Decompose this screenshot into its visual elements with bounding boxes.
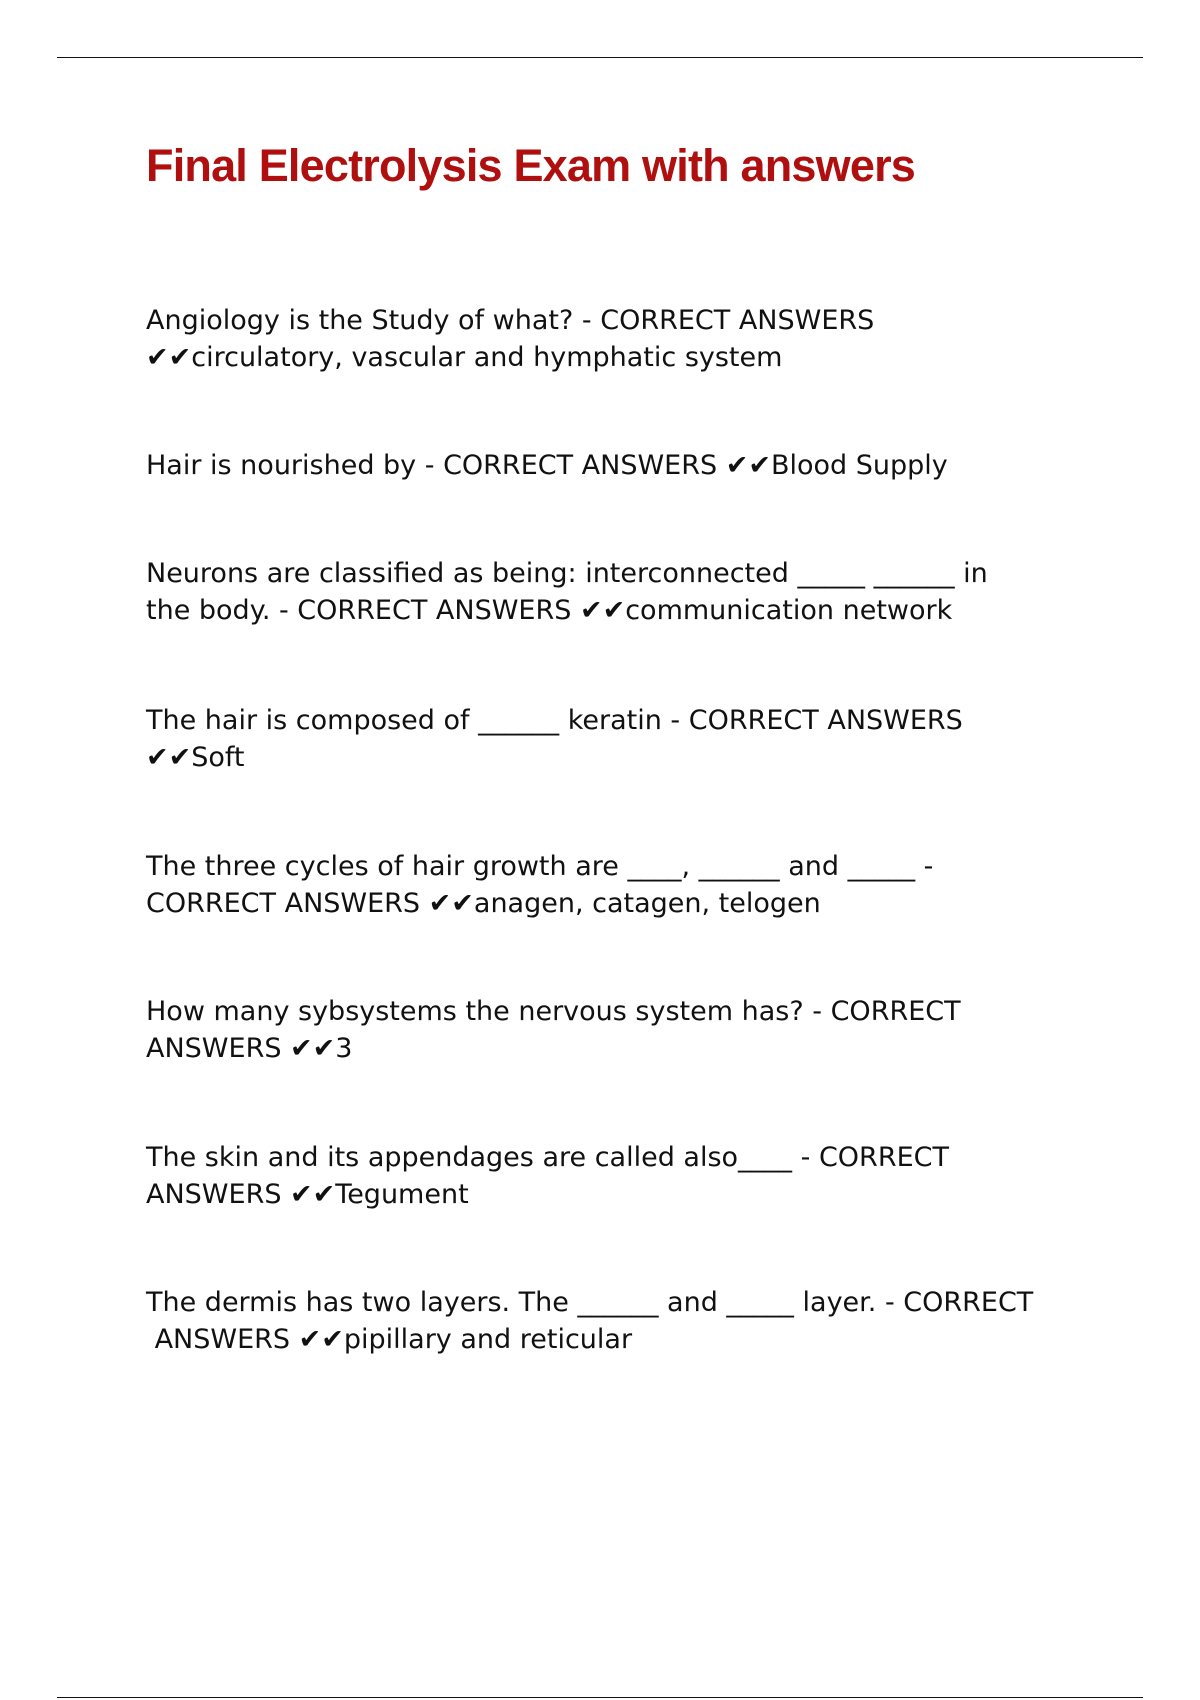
question-line: The dermis has two layers. The ______ and _____ layer. - CORRECT [146, 1287, 1034, 1318]
question-item [146, 302, 1106, 376]
question-line: Angiology is the Study of what? - CORRECT ANSWERS [146, 305, 875, 336]
question-item [146, 447, 1106, 484]
question-line: The hair is composed of ______ keratin - CORRECT ANSWERS [146, 705, 963, 736]
question-line: ✔✔Soft [146, 742, 245, 773]
bottom-rule [57, 1697, 1143, 1698]
top-rule [57, 57, 1143, 58]
question-item [146, 848, 1106, 922]
question-line: ANSWERS ✔✔Tegument [146, 1179, 469, 1210]
question-item [146, 1284, 1106, 1358]
question-line: the body. - CORRECT ANSWERS ✔✔communication network [146, 595, 953, 626]
question-line: Neurons are classified as being: interconnected _____ ______ in [146, 558, 988, 589]
question-line: ANSWERS ✔✔3 [146, 1033, 353, 1064]
question-item [146, 993, 1106, 1067]
question-line: Hair is nourished by - CORRECT ANSWERS ✔✔Blood Supply [146, 450, 948, 481]
document-title: Final Electrolysis Exam with answers [146, 140, 916, 191]
question-item [146, 1139, 1106, 1213]
question-line: The three cycles of hair growth are ____, ______ and _____ - [146, 851, 934, 882]
question-line: ✔✔circulatory, vascular and hymphatic system [146, 342, 783, 373]
question-line: ANSWERS ✔✔pipillary and reticular [146, 1324, 633, 1355]
question-item [146, 555, 1106, 629]
question-line: CORRECT ANSWERS ✔✔anagen, catagen, telogen [146, 888, 821, 919]
question-line: The skin and its appendages are called also____ - CORRECT [146, 1142, 949, 1173]
question-line: How many sybsystems the nervous system has? - CORRECT [146, 996, 961, 1027]
question-item [146, 702, 1106, 776]
